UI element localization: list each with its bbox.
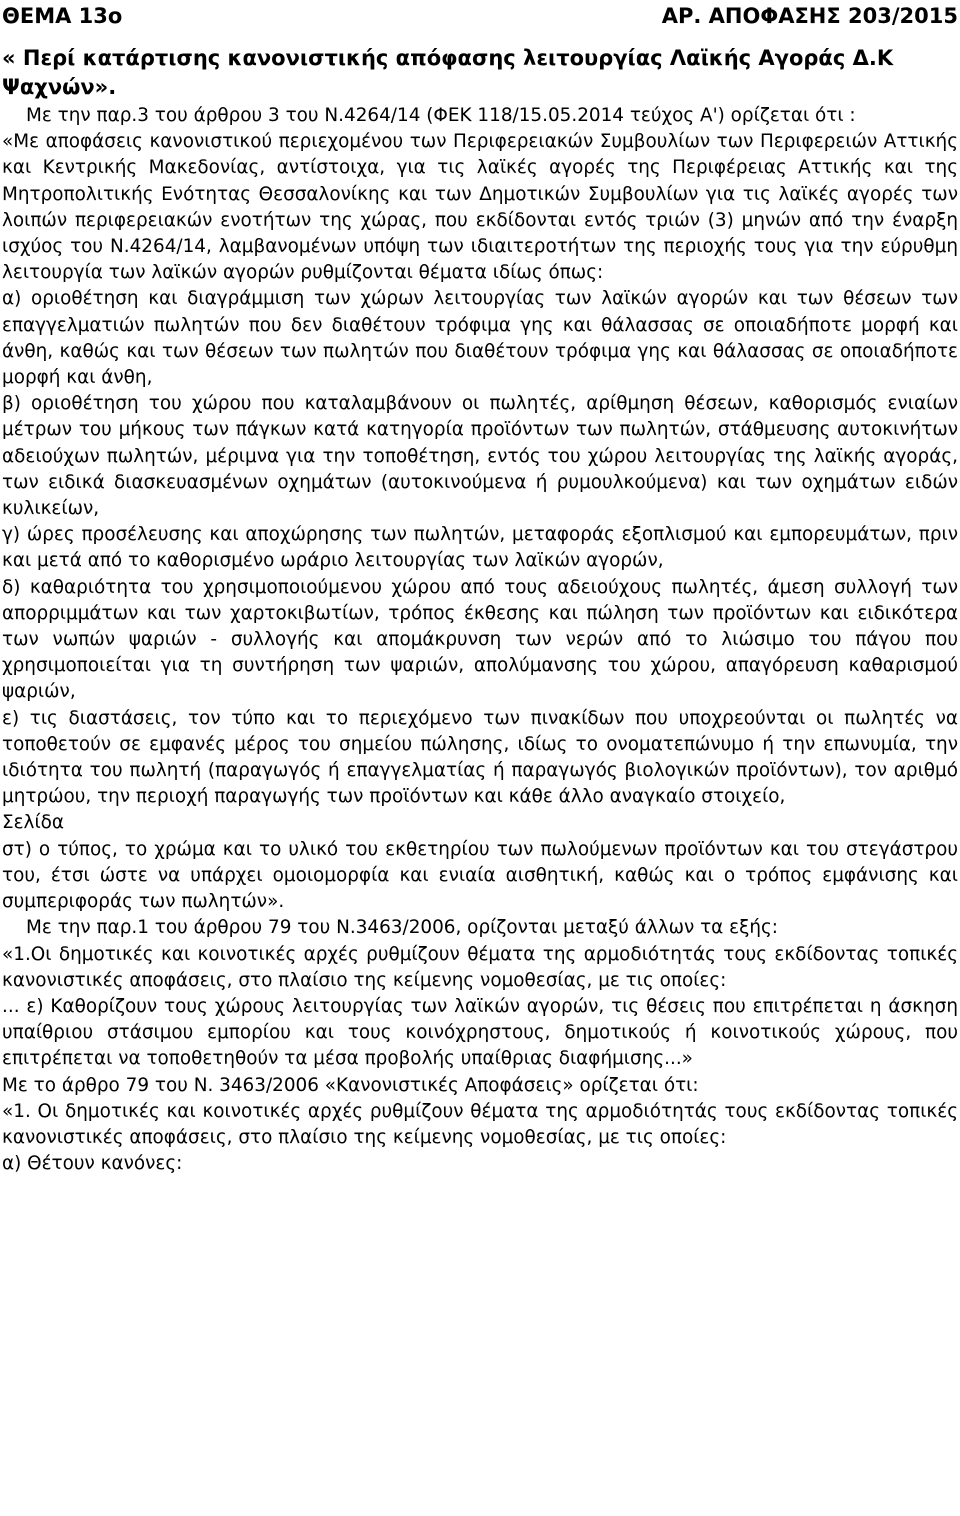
paragraph-intro: Με την παρ.3 του άρθρου 3 του Ν.4264/14 (ΦΕΚ 118/15.05.2014 τεύχος Α') ορίζεται ότι : xyxy=(26,105,856,126)
paragraph-item-d: δ) καθαριότητα του χρησιμοποιούμενου χώρου από τους αδειούχους πωλητές, άμεση συλλογή των απορριμμάτων και των χαρτοκιβωτίων, τρόπος έκθεσης και πώληση των προϊόντων και ειδικότερα των νωπών ψαριών - συλλογής και απομάκρυνση των νερών από το λιώσιμο του πάγου που χρησιμοποιείται για τη συντήρηση των ψαριών, απολύμανσης του χώρου, απαγόρευση καθαρισμού ψαριών, xyxy=(2,576,958,703)
document-title: « Περί κατάρτισης κανονιστικής απόφασης λειτουργίας Λαϊκής Αγοράς Δ.Κ Ψαχνών». xyxy=(2,46,894,99)
paragraph-law-3463: Με την παρ.1 του άρθρου 79 του Ν.3463/2006, ορίζονται μεταξύ άλλων τα εξής: xyxy=(26,917,778,939)
subject-number: ΘΕΜΑ 13ο xyxy=(2,4,123,28)
paragraph-item-e: ε) τις διαστάσεις, τον τύπο και το περιεχόμενο των πινακίδων που υποχρεούνται οι πωλητές να τοποθετούν σε εμφανές μέρος του σημείου πώλησης, ιδίως το ονοματεπώνυμο ή την επωνυμία, την ιδιότητα του πωλητή (παραγωγός ή επαγγελματίας ή παραγωγός βιολογικών προϊόντων), τον αριθμό μητρώου, την περιοχή παραγωγής των προϊόντων και κάθε άλλο αναγκαίο στοιχείο, xyxy=(2,707,958,808)
page-label: Σελίδα xyxy=(2,812,65,834)
paragraph-rules: α) Θέτουν κανόνες: xyxy=(2,1153,183,1175)
paragraph-item-c: γ) ώρες προσέλευσης και αποχώρησης των πωλητών, μεταφοράς εξοπλισμού και εμπορευμάτων, πριν και μετά από το καθορισμένο ωράριο λειτουργίας των λαϊκών αγορών, xyxy=(2,524,958,572)
decision-number: ΑΡ. ΑΠΟΦΑΣΗΣ 203/2015 xyxy=(661,4,958,28)
paragraph-article-79-intro: Με το άρθρο 79 του Ν. 3463/2006 «Κανονιστικές Αποφάσεις» ορίζεται ότι: xyxy=(2,1074,699,1096)
paragraph-article-79-1: «1.Οι δημοτικές και κοινοτικές αρχές ρυθμίζουν θέματα της αρμοδιότητάς τους εκδίδοντας τοπικές κανονιστικές αποφάσεις, στο πλαίσιο της κείμενης νομοθεσίας, με τις οποίες: xyxy=(2,943,958,991)
paragraph-item-a: α) οριοθέτηση και διαγράμμιση των χώρων λειτουργίας των λαϊκών αγορών και των θέσεων των επαγγελματιών πωλητών που δεν διαθέτουν τρόφιμα γης και θάλασσας σε οποιαδήποτε μορφή και άνθη, καθώς και των θέσεων των πωλητών που διαθέτουν τρόφιμα γης και θάλασσας σε οποιαδήποτε μορφή και άνθη, xyxy=(2,288,958,389)
document-page xyxy=(2,0,958,1177)
paragraph-quote-start: «Με αποφάσεις κανονιστικού περιεχομένου των Περιφερειακών Συμβουλίων των Περιφερειών Αττικής και Κεντρικής Μακεδονίας, αντίστοιχα, για τις λαϊκές αγορές της Περιφέρειας Αττικής και της Μητροπολιτικής Ενότητας Θεσσαλονίκης και των Δημοτικών Συμβουλίων για τις λαϊκές αγορές των λοιπών περιφερειακών ενοτήτων της χώρας, που εκδίδονται εντός τριών (3) μηνών από την έναρξη ισχύος του Ν.4264/14, λαμβανομένων υπόψη των ιδιαιτεροτήτων της περιοχής τους για την εύρυθμη λειτουργία των λαϊκών αγορών ρυθμίζονται θέματα ιδίως όπως: xyxy=(2,131,958,284)
paragraph-item-b: β) οριοθέτηση του χώρου που καταλαμβάνουν οι πωλητές, αρίθμηση θέσεων, καθορισμός ενιαίων μέτρων του μήκους των πάγκων κατά κατηγορία προϊόντων των πωλητών, στάθμευσης αυτοκινήτων αδειούχων πωλητών, μέριμνα για την τοποθέτηση, εντός του χώρου λειτουργίας της λαϊκής αγοράς, των ειδικά διασκευασμένων οχημάτων (αυτοκινούμενα ή ρυμουλκούμενα) και των οχημάτων ειδών κυλικείων, xyxy=(2,393,958,520)
document-header xyxy=(2,3,958,29)
paragraph-article-79-quote: «1. Οι δημοτικές και κοινοτικές αρχές ρυθμίζουν θέματα της αρμοδιότητάς τους εκδίδοντας τοπικές κανονιστικές αποφάσεις, στο πλαίσιο της κείμενης νομοθεσίας, με τις οποίες: xyxy=(2,1100,958,1148)
paragraph-article-79-e: ... ε) Καθορίζουν τους χώρους λειτουργίας των λαϊκών αγορών, τις θέσεις που επιτρέπεται η άσκηση υπαίθριου στάσιμου εμπορίου και τους κοινόχρηστους, δημοτικούς ή κοινοτικούς χώρους, που επιτρέπεται να τοποθετηθούν τα μέσα προβολής υπαίθριας διαφήμισης...» xyxy=(2,995,958,1070)
paragraph-item-st: στ) ο τύπος, το χρώμα και το υλικό του εκθετηρίου των πωλούμενων προϊόντων και του στεγάστρου του, έτσι ώστε να υπάρχει ομοιομορφία και ενιαία αισθητική, καθώς και ο τρόπος εμφάνισης και συμπεριφοράς των πωλητών». xyxy=(2,838,958,913)
